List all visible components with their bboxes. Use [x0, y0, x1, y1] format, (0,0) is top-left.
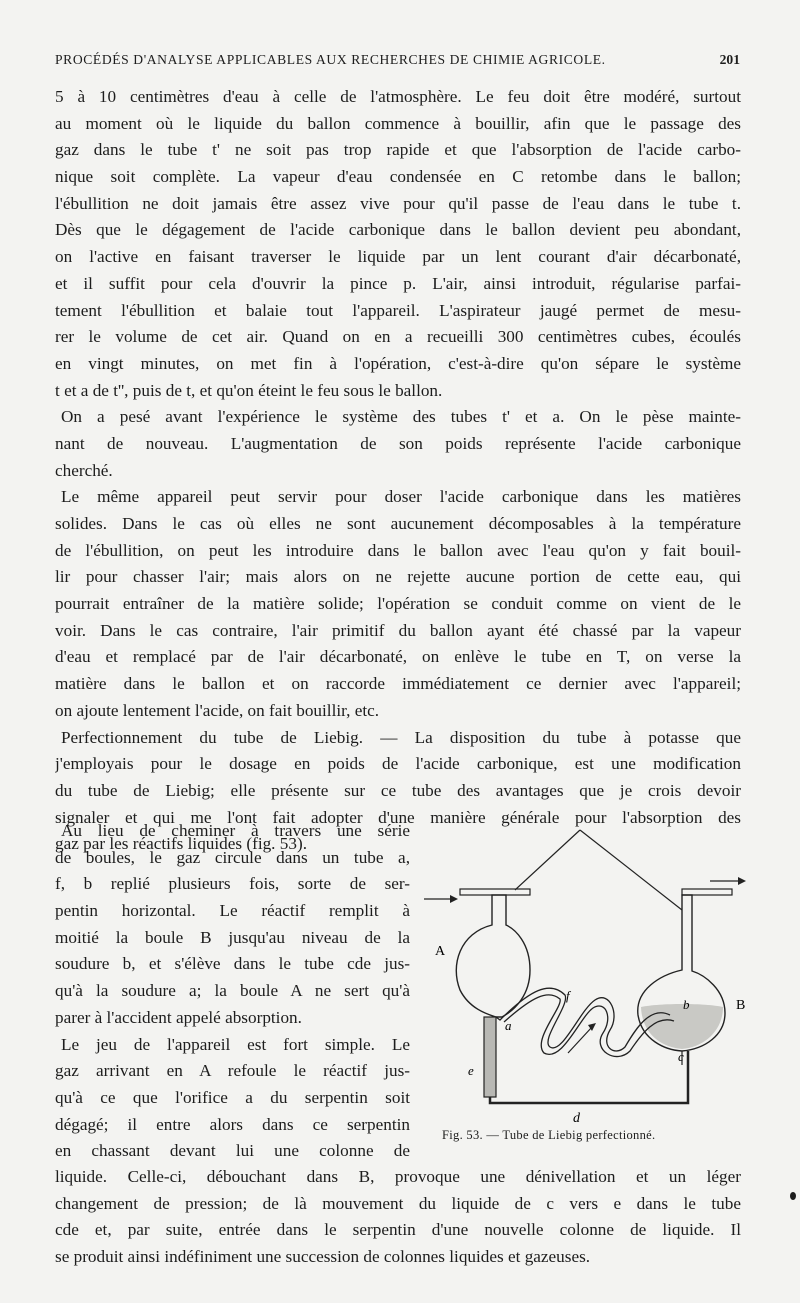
figure-caption: Fig. 53. — Tube de Liebig perfectionné. — [442, 1128, 656, 1142]
hanging-string-right — [580, 830, 682, 910]
text-line: qu'à la soudure a; la boule A ne sert qu'à — [55, 981, 410, 1001]
text-line: au moment où le liquide du ballon commence à bouillir, afin que le passage des — [55, 113, 741, 133]
text-line: Le même appareil peut servir pour doser l'acide carbonique dans les matières — [61, 487, 741, 507]
text-line: j'employais pour le dosage en poids de l'acide carbonique, est une modification — [55, 754, 741, 774]
text-line: 5 à 10 centimètres d'eau à celle de l'atmosphère. Le feu doit être modéré, surtout — [55, 87, 741, 106]
text-line: f, b replié plusieurs fois, sorte de ser- — [55, 874, 410, 894]
text-line: on ajoute lentement l'acide, on fait bouillir, etc. — [55, 700, 380, 720]
text-line: qu'à ce que l'orifice a du serpentin soit — [55, 1087, 410, 1107]
text-line: cde et, par suite, entrée dans le serpentin d'une nouvelle colonne de liquide. Il — [55, 1220, 741, 1240]
liebig-tube-figure — [420, 825, 750, 1125]
text-line: moitié la boule B jusqu'au niveau de la — [55, 927, 410, 947]
text-line: Perfectionnement du tube de Liebig. — La disposition du tube à potasse que — [61, 727, 741, 747]
label-A: A — [435, 944, 446, 959]
text-line: on l'active en faisant traverser le liquide par un lent courant d'air décarbonaté, — [55, 247, 741, 267]
liebig-tube-drawing — [420, 825, 750, 1125]
text-line: Au lieu de cheminer à travers une série — [61, 821, 410, 840]
label-b: b — [683, 997, 690, 1012]
text-line: de l'ébullition, on peut les introduire dans le ballon avec l'eau qu'on y fait bouil- — [55, 540, 741, 560]
text-line: pentin horizontal. Le réactif remplit à — [55, 901, 410, 921]
text-line: du tube de Liebig; elle présente sur ce tube des avantages que je crois devoir — [55, 780, 741, 800]
text-line: d'eau et remplacé par de l'air décarbonaté, on enlève le tube en T, on verse la — [55, 647, 741, 667]
text-line: se produit ainsi indéfiniment une succession de colonnes liquides et gazeuses. — [55, 1247, 591, 1267]
running-header-title: PROCÉDÉS D'ANALYSE APPLICABLES AUX RECHERCHES DE CHIMIE AGRICOLE. — [55, 52, 606, 67]
tube-cde-vertical — [484, 1017, 496, 1097]
body-text-bottom — [55, 1164, 741, 1271]
body-text-top — [55, 84, 741, 858]
text-line: matière dans le ballon et on raccorde immédiatement ce dernier avec l'appareil; — [55, 674, 741, 694]
reagent-liquid — [641, 1004, 723, 1049]
tube-cde-bottom — [490, 1051, 688, 1103]
text-line: nique soit complète. La vapeur d'eau condensée en C retombe dans le ballon; — [55, 167, 741, 187]
text-line: l'ébullition ne doit jamais être assez vive pour qu'il passe de l'eau dans le tube t. — [55, 193, 741, 213]
text-line: solides. Dans le cas où elles ne sont aucunement décomposables à la température — [55, 514, 741, 533]
text-line: parer à l'accident appelé absorption. — [55, 1007, 302, 1027]
label-B: B — [736, 998, 746, 1013]
label-d: d — [573, 1111, 580, 1125]
text-line: en chassant devant lui une colonne de — [55, 1141, 410, 1161]
text-line: nant de nouveau. L'augmentation de son poids représente l'acide carbonique — [55, 433, 741, 453]
label-c: c — [678, 1049, 684, 1064]
bulb-A — [456, 895, 530, 1017]
text-line: dégagé; il entre alors dans ce serpentin — [55, 1114, 410, 1134]
label-f: f — [566, 988, 570, 1003]
text-line: rer le volume de cet air. Quand on en a recueilli 300 centimètres cubes, écoulés — [55, 327, 741, 347]
text-line: de boules, le gaz circule dans un tube a, — [55, 847, 410, 867]
text-line: Dès que le dégagement de l'acide carbonique dans le ballon devient peu abondant, — [55, 220, 741, 240]
margin-mark — [790, 1192, 796, 1200]
text-line: On a pesé avant l'expérience le système des tubes t' et a. On le pèse mainte- — [61, 407, 741, 427]
text-line: gaz arrivant en A refoule le réactif jus- — [55, 1061, 410, 1081]
text-line: tement l'ébullition et balaie tout l'appareil. L'aspirateur jaugé permet de mesu- — [55, 300, 741, 320]
text-line: Le jeu de l'appareil est fort simple. Le — [61, 1034, 410, 1054]
outlet-tube — [682, 889, 732, 895]
label-e: e — [468, 1063, 474, 1078]
text-line: t et a de t'', puis de t, et qu'on éteint le feu sous le ballon. — [55, 380, 443, 400]
text-line: lir pour chasser l'air; mais alors on ne rejette aucune portion de cette eau, qui — [55, 567, 741, 587]
text-line: changement de pression; de là mouvement du liquide de c vers e dans le tube — [55, 1193, 741, 1213]
text-line: en vingt minutes, on met fin à l'opération, c'est-à-dire qu'on sépare le système — [55, 353, 741, 373]
text-line: gaz dans le tube t' ne soit pas trop rapide et que l'absorption de l'acide carbo- — [55, 140, 741, 160]
text-line: signaler et qui me l'ont fait adopter d'une manière générale pour l'absorption des — [55, 807, 741, 827]
text-line: et il suffit pour cela d'ouvrir la pince p. L'air, ainsi introduit, régularise parfai- — [55, 273, 741, 293]
text-line: pourrait entraîner de la matière solide; l'opération se conduit comme on vient de le — [55, 594, 741, 614]
text-line: gaz par les réactifs liquides (fig. 53). — [55, 834, 307, 854]
text-line: soudure b, et s'élève dans le tube cde jus- — [55, 954, 410, 974]
running-header — [55, 52, 740, 68]
page-number: 201 — [719, 52, 740, 67]
hanging-string-left — [515, 830, 580, 890]
label-a: a — [505, 1018, 512, 1033]
body-text-beside-figure — [55, 818, 410, 1165]
text-line: cherché. — [55, 460, 113, 480]
inlet-tube — [460, 889, 530, 895]
text-line: voir. Dans le cas contraire, l'air primitif du ballon ayant été chassé par la vapeur — [55, 620, 741, 640]
text-line: liquide. Celle-ci, débouchant dans B, provoque une dénivellation et un léger — [55, 1167, 741, 1186]
